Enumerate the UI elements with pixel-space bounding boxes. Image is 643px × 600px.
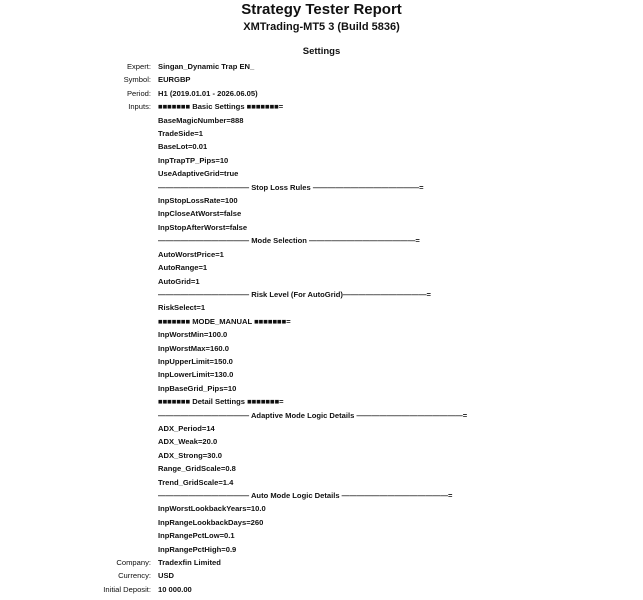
settings-row-label: Inputs: (128, 102, 151, 112)
settings-row-value: ■■■■■■■ Detail Settings ■■■■■■■= (158, 397, 284, 407)
settings-row-value: ———————————— Adaptive Mode Logic Details ——————————————= (158, 410, 468, 420)
settings-row (0, 355, 643, 368)
settings-row (0, 449, 643, 462)
settings-row-value: TradeSide=1 (158, 129, 203, 139)
settings-row-value: InpRangeLookbackDays=260 (158, 517, 264, 527)
settings-row (0, 261, 643, 274)
settings-row (0, 114, 643, 127)
settings-row-value: Singan_Dynamic Trap EN_ (158, 62, 255, 71)
settings-row (0, 181, 643, 194)
settings-row-value: Trend_GridScale=1.4 (158, 477, 234, 487)
settings-row-value: InpStopLossRate=100 (158, 196, 238, 206)
settings-row (0, 194, 643, 207)
settings-row-value: ADX_Strong=30.0 (158, 450, 222, 460)
settings-row (0, 583, 643, 596)
settings-row (0, 73, 643, 86)
settings-row (0, 315, 643, 328)
settings-row-label: Currency: (118, 571, 151, 581)
report-subtitle: XMTrading-MT5 3 (Build 5836) (243, 21, 400, 33)
settings-row-value: AutoWorstPrice=1 (158, 249, 224, 259)
settings-row-value: InpRangePctLow=0.1 (158, 531, 235, 541)
settings-row-value: InpRangePctHigh=0.9 (158, 544, 237, 554)
settings-row-label: Company: (116, 558, 151, 568)
settings-row (0, 154, 643, 167)
settings-row-value: ■■■■■■■ MODE_MANUAL ■■■■■■■= (158, 316, 291, 326)
settings-row (0, 167, 643, 180)
settings-row (0, 328, 643, 341)
settings-row-value: InpWorstMax=160.0 (158, 343, 229, 353)
settings-row (0, 489, 643, 502)
settings-row-value: USD (158, 571, 175, 581)
settings-row-value: InpStopAfterWorst=false (158, 222, 248, 232)
settings-row-label: Initial Deposit: (103, 584, 151, 594)
settings-row (0, 301, 643, 314)
settings-row (0, 342, 643, 355)
settings-row-value: InpBaseGrid_Pips=10 (158, 383, 237, 393)
settings-row-value: ADX_Weak=20.0 (158, 437, 218, 447)
settings-row (0, 543, 643, 556)
settings-row-label: Symbol: (123, 75, 151, 85)
settings-row (0, 100, 643, 113)
settings-row (0, 422, 643, 435)
settings-row (0, 476, 643, 489)
settings-row (0, 127, 643, 140)
settings-row (0, 462, 643, 475)
settings-row (0, 248, 643, 261)
settings-row (0, 435, 643, 448)
settings-row-value: BaseLot=0.01 (158, 142, 208, 152)
settings-row-value: AutoGrid=1 (158, 276, 200, 286)
settings-row-value: InpCloseAtWorst=false (158, 209, 242, 219)
settings-row-value: InpWorstLookbackYears=10.0 (158, 504, 266, 514)
settings-row-value: InpLowerLimit=130.0 (158, 370, 234, 380)
settings-row (0, 569, 643, 582)
settings-row-value: ■■■■■■■ Basic Settings ■■■■■■■= (158, 102, 284, 112)
settings-row (0, 140, 643, 153)
settings-row (0, 516, 643, 529)
settings-row (0, 368, 643, 381)
settings-row (0, 87, 643, 100)
settings-row-value: ———————————— Auto Mode Logic Details ——————————————= (158, 491, 453, 500)
section-heading-settings: Settings (302, 46, 341, 57)
settings-row-value: ———————————— Stop Loss Rules ——————————————= (158, 182, 424, 192)
settings-row (0, 502, 643, 515)
settings-row-value: ADX_Period=14 (158, 423, 215, 433)
settings-row (0, 234, 643, 247)
settings-row (0, 60, 643, 73)
settings-row-value: Tradexfin Limited (158, 558, 221, 568)
settings-row (0, 275, 643, 288)
settings-row-value: 10 000.00 (158, 584, 192, 594)
settings-table (0, 60, 643, 596)
settings-row (0, 221, 643, 234)
settings-row-value: AutoRange=1 (158, 263, 208, 273)
settings-row (0, 207, 643, 220)
settings-row-value: EURGBP (158, 75, 191, 85)
report-title: Strategy Tester Report (241, 1, 402, 18)
settings-row-label: Period: (126, 88, 151, 98)
settings-row (0, 556, 643, 569)
settings-row-value: InpTrapTP_Pips=10 (158, 155, 229, 165)
settings-row (0, 409, 643, 422)
settings-row-value: RiskSelect=1 (158, 303, 206, 313)
settings-row-label: Expert: (126, 62, 151, 71)
settings-row (0, 395, 643, 408)
settings-row-value: ———————————— Risk Level (For AutoGrid)———————————= (158, 289, 431, 299)
settings-row-value: UseAdaptiveGrid=true (158, 169, 239, 179)
settings-row-value: BaseMagicNumber=888 (158, 115, 244, 125)
settings-row-value: ———————————— Mode Selection ——————————————= (158, 236, 420, 246)
settings-row (0, 529, 643, 542)
settings-row (0, 288, 643, 301)
settings-row-value: InpWorstMin=100.0 (158, 330, 228, 340)
settings-row-value: Range_GridScale=0.8 (158, 464, 236, 474)
settings-row-value: InpUpperLimit=150.0 (158, 356, 233, 366)
settings-row (0, 382, 643, 395)
settings-row-value: H1 (2019.01.01 - 2026.06.05) (158, 88, 258, 98)
